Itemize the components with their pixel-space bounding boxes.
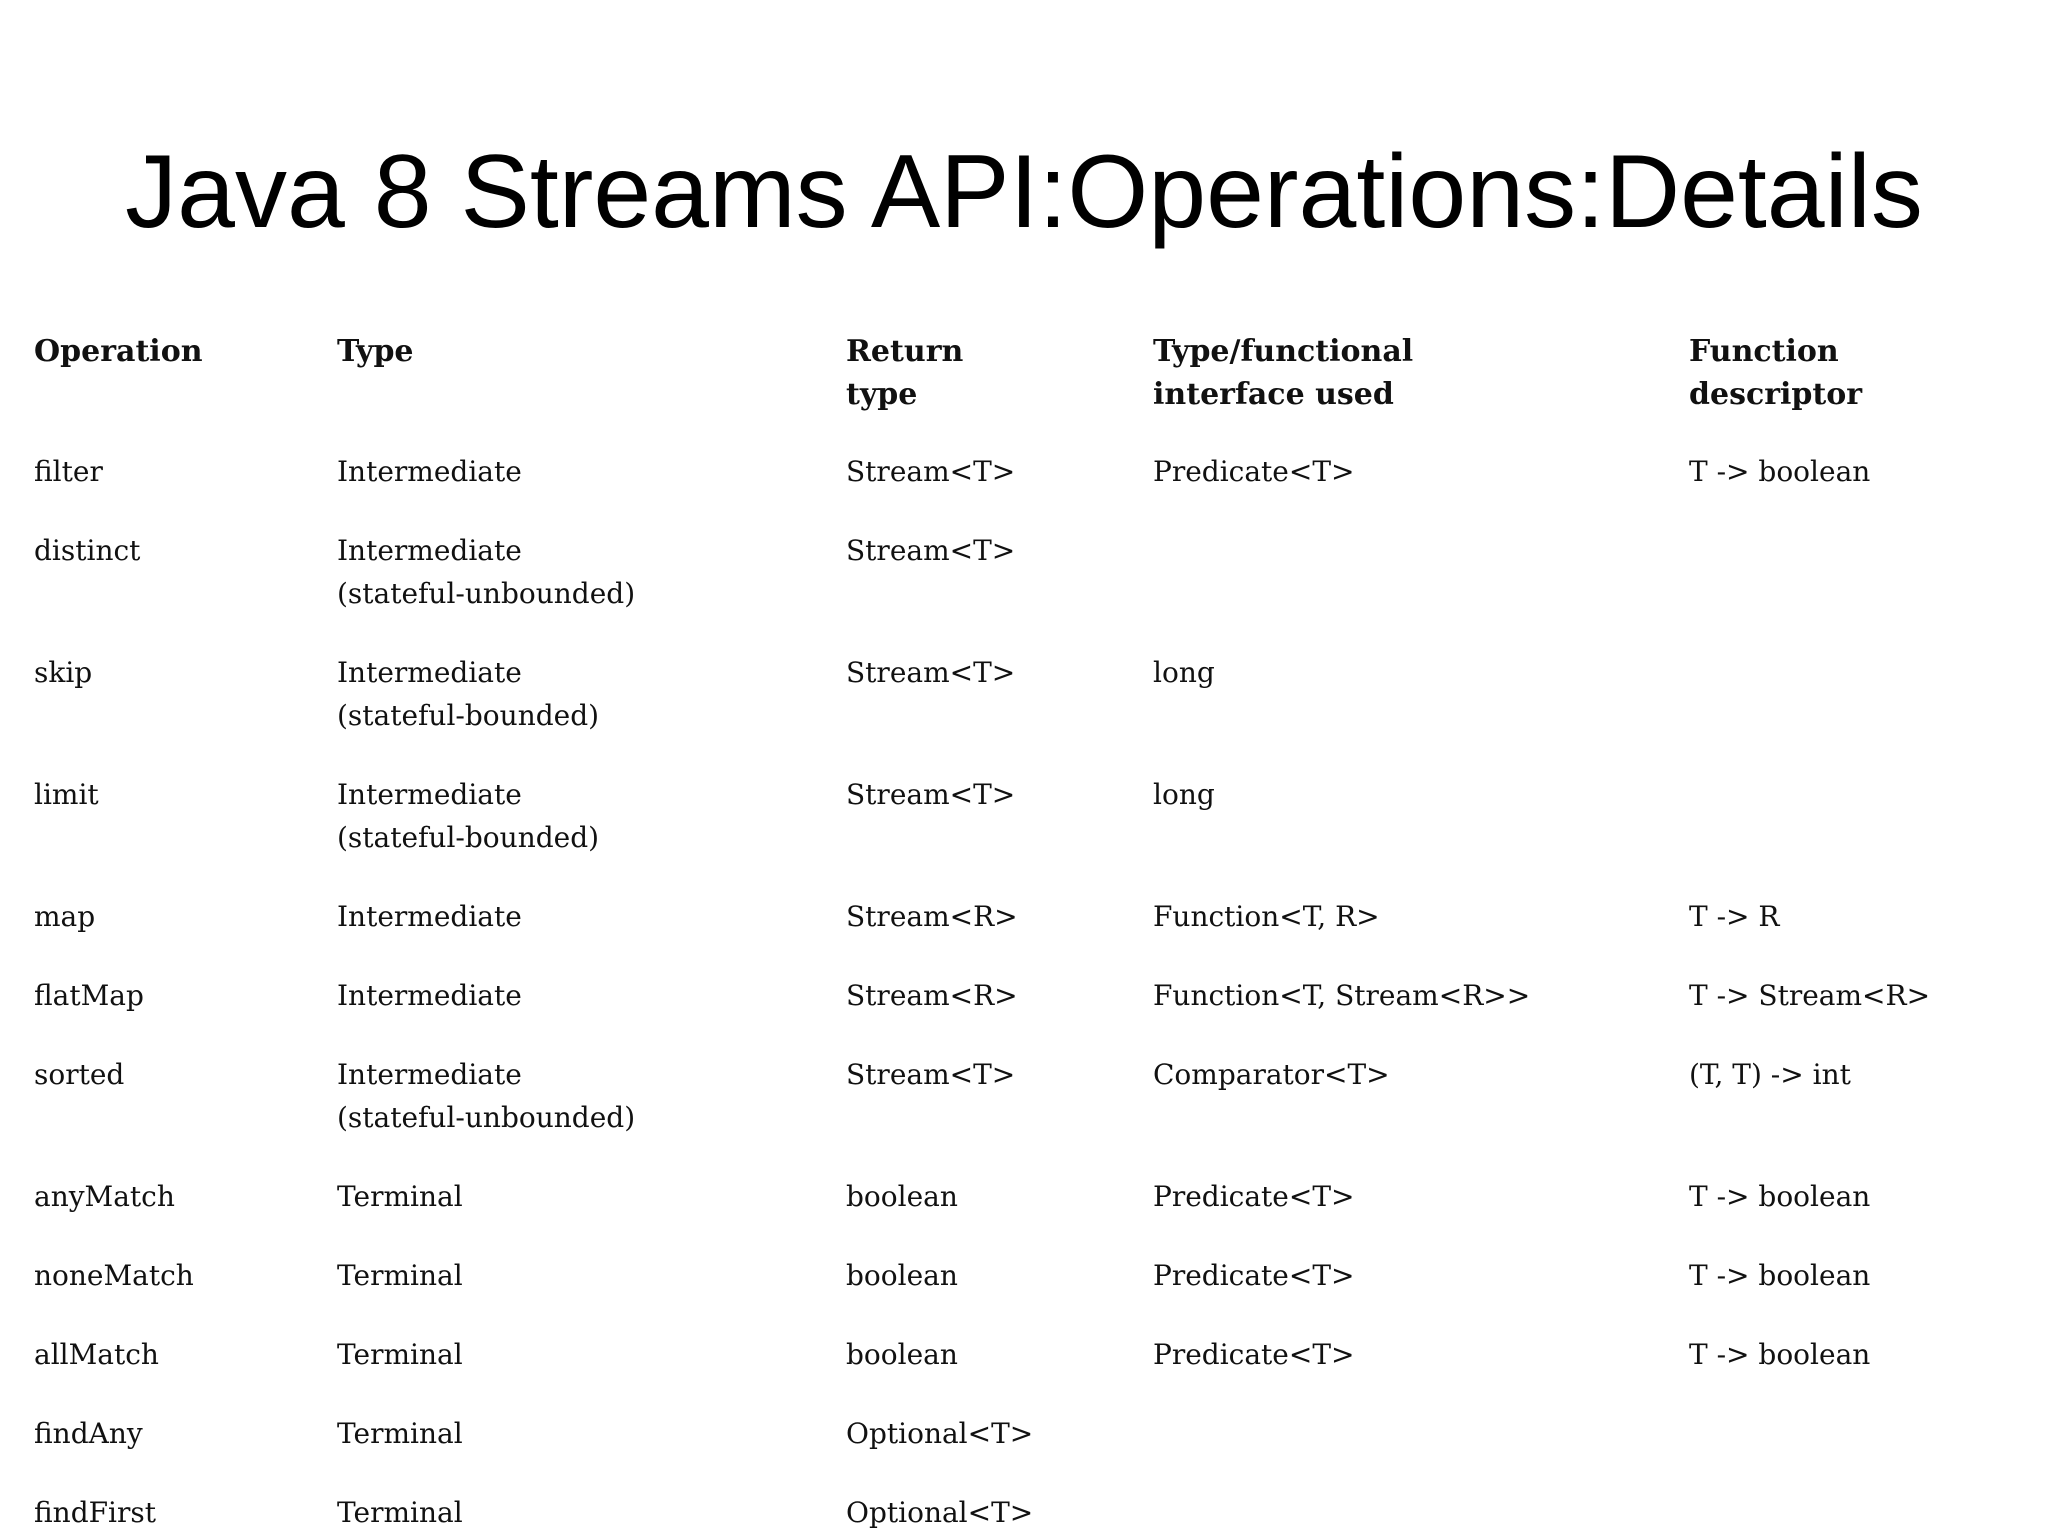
cell-interface bbox=[1153, 651, 1689, 773]
table-row bbox=[34, 773, 2009, 895]
cell-return-type-text: Stream<T> bbox=[846, 656, 1016, 689]
cell-operation-text: skip bbox=[34, 656, 93, 689]
cell-type bbox=[337, 1053, 846, 1175]
cell-interface-text: Predicate<T> bbox=[1153, 455, 1355, 488]
cell-interface bbox=[1153, 450, 1689, 529]
cell-operation bbox=[34, 1175, 337, 1254]
cell-return-type-text: Stream<T> bbox=[846, 455, 1016, 488]
header-label-line: Return bbox=[846, 334, 964, 369]
cell-type-text: Intermediate bbox=[337, 900, 522, 933]
cell-return-type-text: Stream<R> bbox=[846, 979, 1018, 1012]
table-row bbox=[34, 651, 2009, 773]
cell-descriptor bbox=[1689, 895, 2009, 974]
cell-descriptor-text: T -> boolean bbox=[1689, 1338, 1871, 1371]
cell-descriptor bbox=[1689, 1254, 2009, 1333]
cell-return-type bbox=[846, 1254, 1153, 1333]
table-row bbox=[34, 1412, 2009, 1491]
cell-type-text: Intermediate bbox=[337, 1058, 522, 1091]
cell-operation-text: map bbox=[34, 900, 96, 933]
cell-type bbox=[337, 1333, 846, 1412]
cell-type-text: Terminal bbox=[337, 1180, 463, 1213]
cell-descriptor-text: T -> Stream<R> bbox=[1689, 979, 1931, 1012]
cell-type-text: Terminal bbox=[337, 1259, 463, 1292]
operations-table bbox=[34, 330, 2009, 1534]
cell-return-type-text: boolean bbox=[846, 1338, 958, 1371]
cell-type-text: Intermediate bbox=[337, 656, 522, 689]
cell-return-type bbox=[846, 651, 1153, 773]
cell-type-text: Intermediate bbox=[337, 979, 522, 1012]
cell-return-type bbox=[846, 450, 1153, 529]
table-row bbox=[34, 450, 2009, 529]
header-label-line: Type bbox=[337, 334, 414, 369]
cell-interface bbox=[1153, 1491, 1689, 1534]
cell-return-type-text: boolean bbox=[846, 1259, 958, 1292]
table-header-row bbox=[34, 330, 2009, 450]
cell-interface bbox=[1153, 529, 1689, 651]
cell-type bbox=[337, 1254, 846, 1333]
header-label-line: Type/functional bbox=[1153, 334, 1414, 369]
cell-descriptor bbox=[1689, 1491, 2009, 1534]
cell-interface bbox=[1153, 1254, 1689, 1333]
cell-interface-text: Predicate<T> bbox=[1153, 1338, 1355, 1371]
header-label-line: Operation bbox=[34, 334, 203, 369]
cell-operation-text: anyMatch bbox=[34, 1180, 175, 1213]
cell-operation-text: limit bbox=[34, 778, 99, 811]
cell-return-type bbox=[846, 773, 1153, 895]
cell-interface-text: Function<T, Stream<R>> bbox=[1153, 979, 1531, 1012]
cell-descriptor bbox=[1689, 1175, 2009, 1254]
cell-descriptor bbox=[1689, 1412, 2009, 1491]
cell-type bbox=[337, 974, 846, 1053]
cell-type bbox=[337, 450, 846, 529]
cell-return-type bbox=[846, 1491, 1153, 1534]
cell-type-text: (stateful-unbounded) bbox=[337, 577, 636, 610]
cell-descriptor-text: T -> boolean bbox=[1689, 1180, 1871, 1213]
header-type bbox=[337, 330, 846, 450]
cell-return-type bbox=[846, 1175, 1153, 1254]
cell-interface-text: long bbox=[1153, 656, 1215, 689]
cell-descriptor-text: T -> boolean bbox=[1689, 455, 1871, 488]
cell-type bbox=[337, 773, 846, 895]
header-interface-used bbox=[1153, 330, 1689, 450]
cell-interface bbox=[1153, 974, 1689, 1053]
cell-operation bbox=[34, 895, 337, 974]
cell-type bbox=[337, 1412, 846, 1491]
cell-operation bbox=[34, 1053, 337, 1175]
cell-operation bbox=[34, 1333, 337, 1412]
cell-type-text: Terminal bbox=[337, 1417, 463, 1450]
cell-return-type bbox=[846, 895, 1153, 974]
cell-return-type bbox=[846, 974, 1153, 1053]
table-body bbox=[34, 450, 2009, 1534]
cell-return-type bbox=[846, 1053, 1153, 1175]
header-operation bbox=[34, 330, 337, 450]
cell-descriptor bbox=[1689, 974, 2009, 1053]
header-label-line: descriptor bbox=[1689, 377, 1863, 412]
cell-type-text: Terminal bbox=[337, 1496, 463, 1529]
cell-type bbox=[337, 1175, 846, 1254]
table-row bbox=[34, 1491, 2009, 1534]
cell-interface-text: long bbox=[1153, 778, 1215, 811]
cell-return-type-text: Stream<T> bbox=[846, 534, 1016, 567]
cell-type-text: (stateful-bounded) bbox=[337, 699, 600, 732]
cell-operation-text: flatMap bbox=[34, 979, 144, 1012]
cell-descriptor bbox=[1689, 1333, 2009, 1412]
table-row bbox=[34, 1053, 2009, 1175]
cell-operation bbox=[34, 450, 337, 529]
cell-interface-text: Comparator<T> bbox=[1153, 1058, 1390, 1091]
cell-return-type-text: boolean bbox=[846, 1180, 958, 1213]
cell-operation bbox=[34, 651, 337, 773]
cell-return-type-text: Stream<R> bbox=[846, 900, 1018, 933]
cell-interface bbox=[1153, 773, 1689, 895]
cell-return-type-text: Stream<T> bbox=[846, 778, 1016, 811]
cell-operation-text: findFirst bbox=[34, 1496, 157, 1529]
cell-descriptor bbox=[1689, 651, 2009, 773]
cell-descriptor bbox=[1689, 450, 2009, 529]
cell-return-type-text: Optional<T> bbox=[846, 1417, 1034, 1450]
cell-descriptor-text: T -> boolean bbox=[1689, 1259, 1871, 1292]
cell-type-text: Intermediate bbox=[337, 778, 522, 811]
table-row bbox=[34, 1175, 2009, 1254]
cell-interface bbox=[1153, 1333, 1689, 1412]
table-row bbox=[34, 1333, 2009, 1412]
cell-operation bbox=[34, 974, 337, 1053]
cell-interface bbox=[1153, 895, 1689, 974]
header-function-descriptor bbox=[1689, 330, 2009, 450]
table-row bbox=[34, 974, 2009, 1053]
cell-type-text: (stateful-bounded) bbox=[337, 821, 600, 854]
cell-return-type bbox=[846, 1333, 1153, 1412]
cell-interface-text: Predicate<T> bbox=[1153, 1259, 1355, 1292]
table-row bbox=[34, 529, 2009, 651]
cell-operation-text: allMatch bbox=[34, 1338, 159, 1371]
slide-title: Java 8 Streams API:Operations:Details bbox=[125, 134, 1923, 250]
header-label-line: interface used bbox=[1153, 377, 1394, 412]
cell-operation-text: sorted bbox=[34, 1058, 125, 1091]
table-row bbox=[34, 1254, 2009, 1333]
cell-operation bbox=[34, 1491, 337, 1534]
cell-operation bbox=[34, 773, 337, 895]
cell-operation-text: filter bbox=[34, 455, 103, 488]
cell-descriptor bbox=[1689, 773, 2009, 895]
cell-return-type-text: Stream<T> bbox=[846, 1058, 1016, 1091]
header-return-type bbox=[846, 330, 1153, 450]
cell-operation-text: distinct bbox=[34, 534, 141, 567]
cell-operation-text: findAny bbox=[34, 1417, 143, 1450]
cell-descriptor bbox=[1689, 529, 2009, 651]
cell-type bbox=[337, 1491, 846, 1534]
cell-type-text: Intermediate bbox=[337, 534, 522, 567]
header-label-line: type bbox=[846, 377, 918, 412]
cell-return-type bbox=[846, 1412, 1153, 1491]
cell-interface bbox=[1153, 1412, 1689, 1491]
cell-operation bbox=[34, 1412, 337, 1491]
cell-descriptor bbox=[1689, 1053, 2009, 1175]
cell-type bbox=[337, 895, 846, 974]
cell-descriptor-text: (T, T) -> int bbox=[1689, 1058, 1851, 1091]
cell-operation bbox=[34, 529, 337, 651]
cell-return-type-text: Optional<T> bbox=[846, 1496, 1034, 1529]
cell-descriptor-text: T -> R bbox=[1689, 900, 1780, 933]
cell-interface-text: Predicate<T> bbox=[1153, 1180, 1355, 1213]
header-label-line: Function bbox=[1689, 334, 1839, 369]
cell-return-type bbox=[846, 529, 1153, 651]
cell-interface bbox=[1153, 1175, 1689, 1254]
cell-interface bbox=[1153, 1053, 1689, 1175]
cell-type bbox=[337, 529, 846, 651]
cell-type-text: Intermediate bbox=[337, 455, 522, 488]
cell-type-text: (stateful-unbounded) bbox=[337, 1101, 636, 1134]
table-row bbox=[34, 895, 2009, 974]
cell-type-text: Terminal bbox=[337, 1338, 463, 1371]
cell-operation bbox=[34, 1254, 337, 1333]
cell-operation-text: noneMatch bbox=[34, 1259, 194, 1292]
cell-interface-text: Function<T, R> bbox=[1153, 900, 1380, 933]
cell-type bbox=[337, 651, 846, 773]
